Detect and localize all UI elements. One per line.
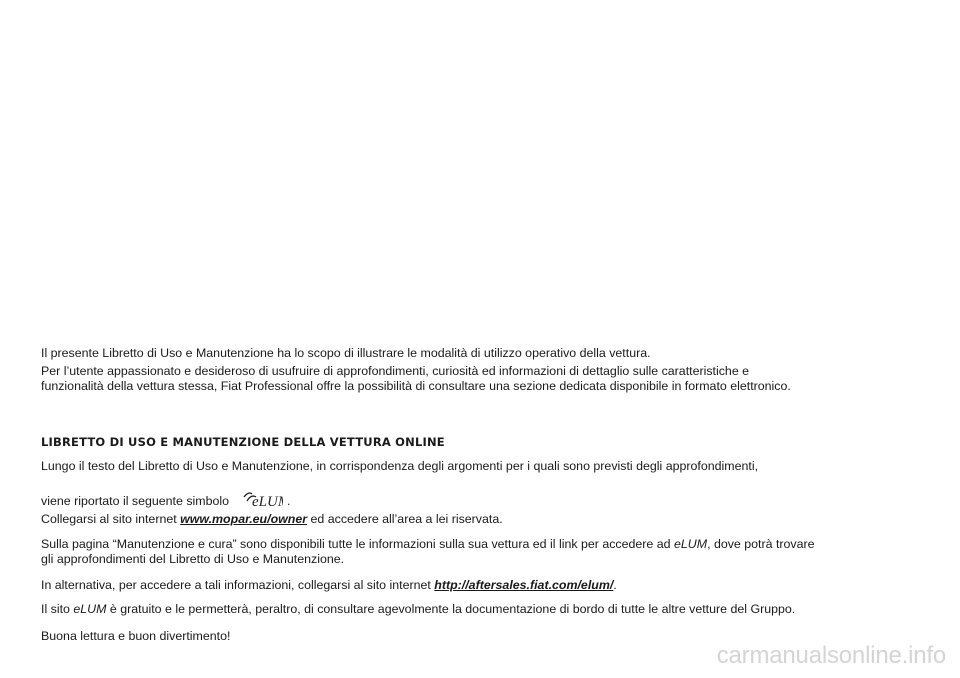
symbol-explanation-paragraph <box>41 459 758 474</box>
section-heading: LIBRETTO DI USO E MANUTENZIONE DELLA VETTURA ONLINE <box>41 435 445 449</box>
mopar-owner-link[interactable]: www.mopar.eu/owner <box>180 512 308 526</box>
intro-paragraph <box>41 346 651 361</box>
website-text-before: Collegarsi al sito internet <box>41 512 177 526</box>
alternative-site-paragraph <box>41 578 617 593</box>
elum-intro-paragraph <box>41 364 791 394</box>
aftersales-elum-link[interactable]: http://aftersales.fiat.com/elum/ <box>434 578 614 592</box>
elum-free-after: è gratuito e le permetterà, peraltro, di consultare agevolmente la documentazione di bordo di tutte le altre vetture del Gruppo. <box>109 602 796 616</box>
watermark-text: carmanualsonline.info <box>716 642 946 669</box>
alternative-text-after: . <box>613 578 617 592</box>
symbol-explanation-line-2 <box>41 487 291 513</box>
elum-free-paragraph <box>41 602 795 617</box>
elum-term: eLUM <box>674 537 708 551</box>
symbol-explanation-text: viene riportato il seguente simbolo <box>41 494 230 508</box>
elum-free-before: Il sito <box>41 602 70 616</box>
alternative-text-before: In alternativa, per accedere a tali informazioni, collegarsi al sito internet <box>41 578 431 592</box>
website-paragraph <box>41 512 503 527</box>
symbol-explanation-line-1: Lungo il testo del Libretto di Uso e Manutenzione, in corrispondenza degli argomenti per i quali sono previsti degli approfondimenti, <box>41 459 759 473</box>
website-text-after: ed accedere all’area a lei riservata. <box>310 512 503 526</box>
maintenance-line-1-after: , dove potrà trovare <box>707 537 815 551</box>
elum-symbol-icon <box>241 487 283 513</box>
maintenance-page-paragraph <box>41 537 815 567</box>
elum-intro-line-2: funzionalità della vettura stessa, Fiat Professional offre la possibilità di consultare una sezione dedicata disponibile in formato elettronico. <box>41 379 791 393</box>
closing-paragraph <box>41 629 230 644</box>
elum-symbol-text: eLU <box>252 494 278 509</box>
closing-text: Buona lettura e buon divertimento! <box>41 629 231 643</box>
symbol-explanation-period: . <box>287 494 291 508</box>
elum-intro-line-1: Per l’utente appassionato e desideroso di usufruire di approfondimenti, curiosità ed informazioni di dettaglio sulle caratteristiche e <box>41 364 750 378</box>
elum-term-2: eLUM <box>73 602 107 616</box>
maintenance-line-2: gli approfondimenti del Libretto di Uso e Manutenzione. <box>41 552 345 566</box>
maintenance-line-1-before: Sulla pagina “Manutenzione e cura” sono disponibili tutte le informazioni sulla sua vettura ed il link per accedere ad <box>41 537 671 551</box>
intro-text: Il presente Libretto di Uso e Manutenzione ha lo scopo di illustrare le modalità di utilizzo operativo della vettura. <box>41 346 651 360</box>
